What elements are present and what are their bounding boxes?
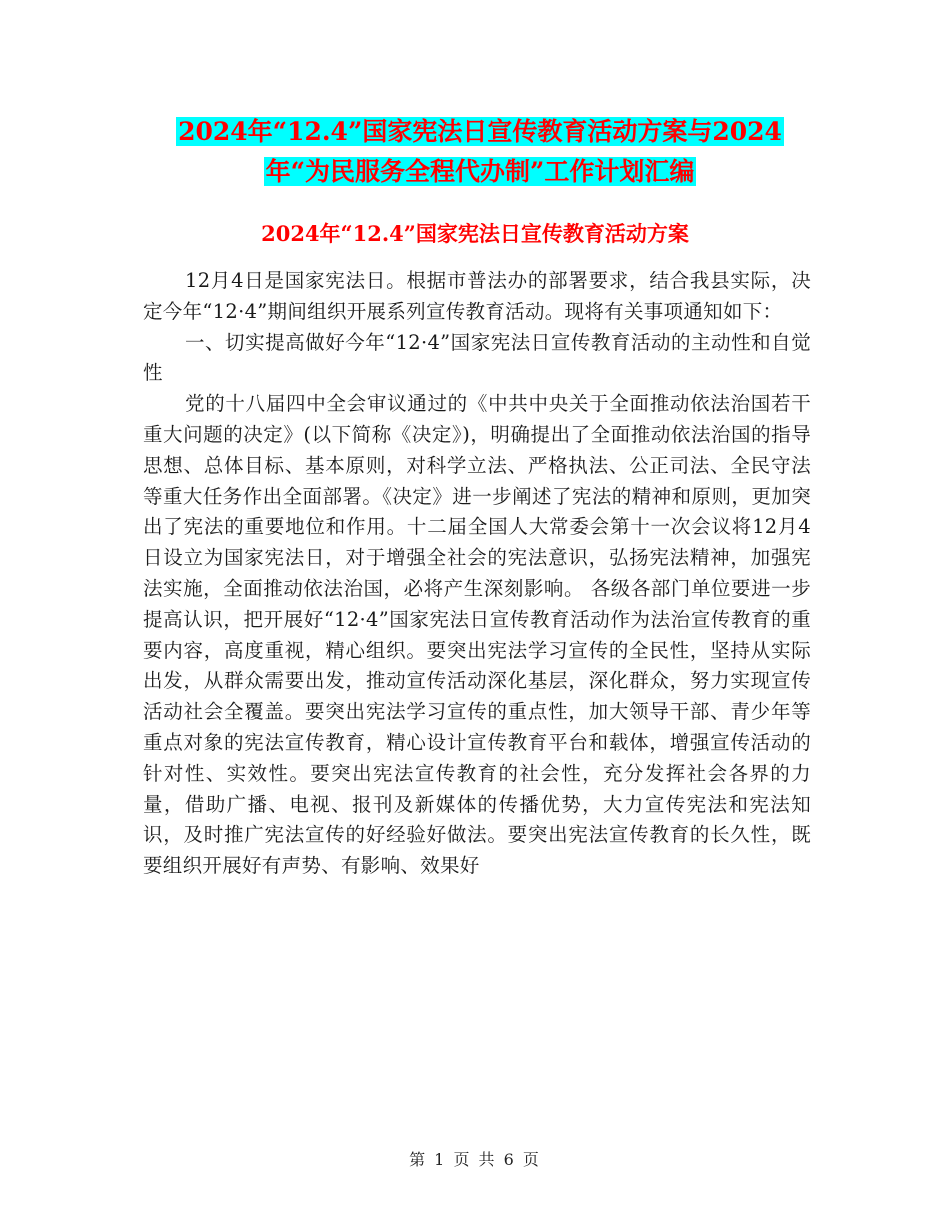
page-footer: 第 1 页 共 6 页 (409, 1150, 541, 1169)
paragraph-heading-1: 一、切实提高做好今年“12·4”国家宪法日宣传教育活动的主动性和自觉性 (143, 330, 811, 385)
paragraph-body-1: 党的十八届四中全会审议通过的《中共中央关于全面推动依法治国若干重大问题的决定》(以下简称《决定》)，明确提出了全面推动依法治国的指导思想、总体目标、基本原则，对科学立法、严格执法、公正司法、全民守法等重大任务作出全面部署。《决定》进一步阐述了宪法的精神和原则，更加突出了宪法的重要地位和作用。十二届全国人大常委会第十一次会议将12月4日设立为国家宪法日，对于增强全社会的宪法意识，弘扬宪法精神，加强宪法实施，全面推动依法治国，必将产生深刻影响。 各级各部门单位要进一步提高认识，把开展好“12·4”国家宪法日宣传教育活动作为法治宣传教育的重要内容，高度重视，精心组织。要突出宪法学习宣传的全民性，坚持从实际出发，从群众需要出发，推动宣传活动深化基层，深化群众，努力实现宣传活动社会全覆盖。要突出宪法学习宣传的重点性，加大领导干部、青少年等重点对象的宪法宣传教育，精心设计宣传教育平台和载体，增强宣传活动的针对性、实效性。要突出宪法宣传教育的社会性，充分发挥社会各界的力量，借助广播、电视、报刊及新媒体的传播优势，大力宣传宪法和宪法知识，及时推广宪法宣传的好经验好做法。要突出宪法宣传教育的长久性，既要组织开展好有声势、有影响、效果好 (143, 392, 811, 878)
document-body (143, 266, 811, 882)
document-main-title (120, 112, 840, 192)
main-title-line-2: 年“为民服务全程代办制”工作计划汇编 (265, 157, 695, 186)
main-title-line-1: 2024年“12.4”国家宪法日宣传教育活动方案与2024 (178, 117, 782, 146)
paragraph-intro: 12月4日是国家宪法日。根据市普法办的部署要求，结合我县实际，决定今年“12·4”期间组织开展系列宣传教育活动。现将有关事项通知如下： (143, 269, 811, 323)
section-title: 2024年“12.4”国家宪法日宣传教育活动方案 (261, 221, 689, 246)
